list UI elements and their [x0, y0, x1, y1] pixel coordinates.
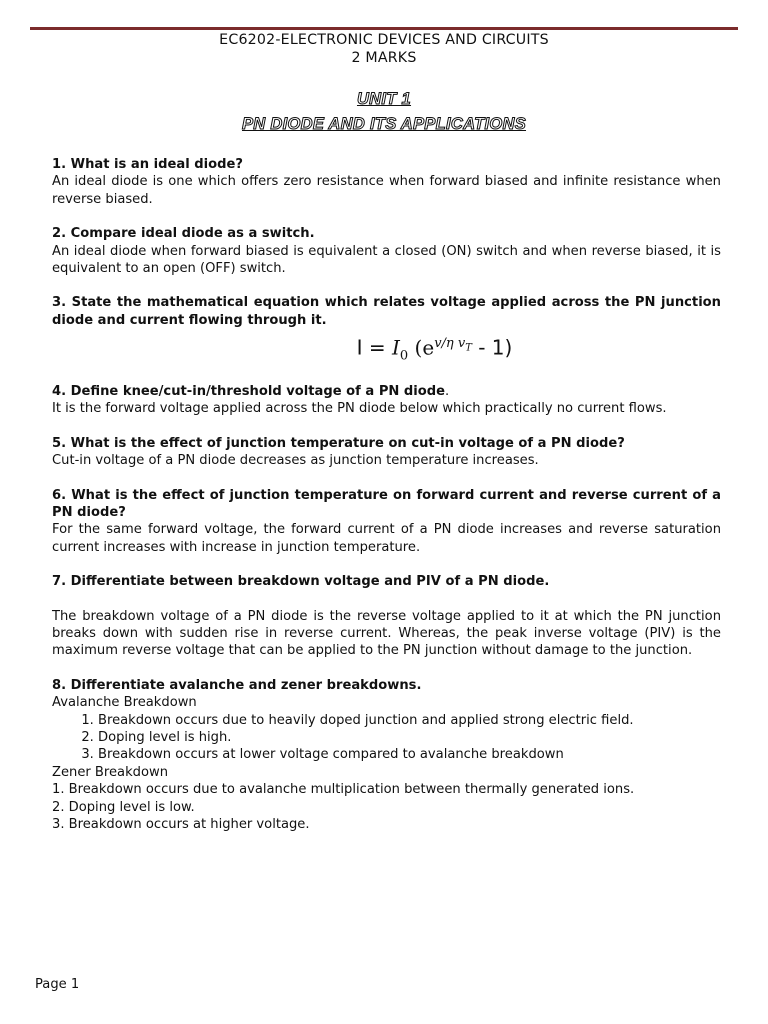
equation-coefficient: I: [392, 335, 400, 360]
course-title: EC6202-ELECTRONIC DEVICES AND CIRCUITS: [219, 32, 549, 48]
question-text-main: 4. Define knee/cut-in/threshold voltage of a PN diode: [52, 383, 446, 399]
question-block-1: [52, 156, 721, 208]
list-item: 2. Doping level is low.: [52, 799, 195, 815]
equation-open: (e: [408, 335, 435, 360]
question-text: 3. State the mathematical equation which relates voltage applied across the PN junction diode and current flowing through it.: [52, 295, 721, 328]
question-text: [52, 383, 721, 400]
marks-title: 2 MARKS: [351, 50, 417, 66]
question-text: 7. Differentiate between breakdown voltage and PIV of a PN diode.: [52, 574, 550, 590]
answer-text: The breakdown voltage of a PN diode is the reverse voltage applied to it at which the PN junction breaks down with sudden rise in reverse current. Whereas, the peak inverse voltage (PIV) is the maximum reverse voltage that can be applied to the PN junction without damage to the junction.: [52, 608, 721, 659]
equation-exponent: [434, 336, 472, 354]
answer-text: An ideal diode is one which offers zero resistance when forward biased and infinite resistance when reverse biased.: [52, 174, 721, 207]
question-block-6: [52, 487, 721, 557]
question-text: 1. What is an ideal diode?: [52, 157, 243, 172]
unit-subheading: PN DIODE AND ITS APPLICATIONS: [241, 115, 527, 133]
list-item: 1. Breakdown occurs due to avalanche multiplication between thermally generated ions.: [52, 782, 635, 798]
list-item: 3. Breakdown occurs at higher voltage.: [52, 817, 310, 833]
equation-exponent-text: v/η v: [434, 336, 466, 352]
list-item: 2. Doping level is high.: [98, 729, 721, 746]
question-block-3: [52, 294, 721, 369]
zener-heading: Zener Breakdown: [52, 764, 168, 780]
avalanche-heading: Avalanche Breakdown: [52, 695, 197, 711]
avalanche-list: [52, 712, 721, 764]
question-text: 5. What is the effect of junction temperature on cut-in voltage of a PN diode?: [52, 435, 625, 451]
answer-text: An ideal diode when forward biased is equivalent a closed (ON) switch and when reverse biased, it is equivalent to an open (OFF) switch.: [52, 243, 721, 277]
question-block-5: [52, 435, 721, 470]
question-block-2: [52, 225, 721, 277]
equation-coefficient-subscript: 0: [399, 348, 409, 364]
unit-heading: UNIT 1: [356, 90, 412, 108]
question-text: 2. Compare ideal diode as a switch.: [52, 226, 315, 242]
spacer: [52, 591, 721, 608]
question-block-4: [52, 383, 721, 418]
list-item: 3. Breakdown occurs at lower voltage compared to avalanche breakdown: [98, 746, 721, 763]
equation-tail: - 1): [471, 335, 513, 360]
answer-text: It is the forward voltage applied across the PN diode below which practically no current flows.: [52, 401, 667, 417]
diode-equation: [52, 331, 721, 370]
equation-exponent-subscript: T: [465, 342, 472, 354]
answer-text: Cut-in voltage of a PN diode decreases as junction temperature increases.: [52, 453, 539, 469]
question-block-7: [52, 573, 721, 660]
question-block-8: [52, 677, 721, 834]
question-text: 8. Differentiate avalanche and zener breakdowns.: [52, 677, 422, 693]
question-text: 6. What is the effect of junction temperature on forward current and reverse current of a PN diode?: [52, 487, 721, 520]
header-rule: [30, 27, 738, 30]
answer-text: For the same forward voltage, the forward current of a PN diode increases and reverse saturation current increases with increase in junction temperature.: [52, 522, 721, 555]
equation-lhs: I =: [356, 335, 386, 360]
page-number: Page 1: [35, 977, 80, 992]
list-item: 1. Breakdown occurs due to heavily doped junction and applied strong electric field.: [98, 712, 721, 729]
question-text-suffix: .: [445, 383, 450, 399]
question-list: [52, 156, 721, 850]
